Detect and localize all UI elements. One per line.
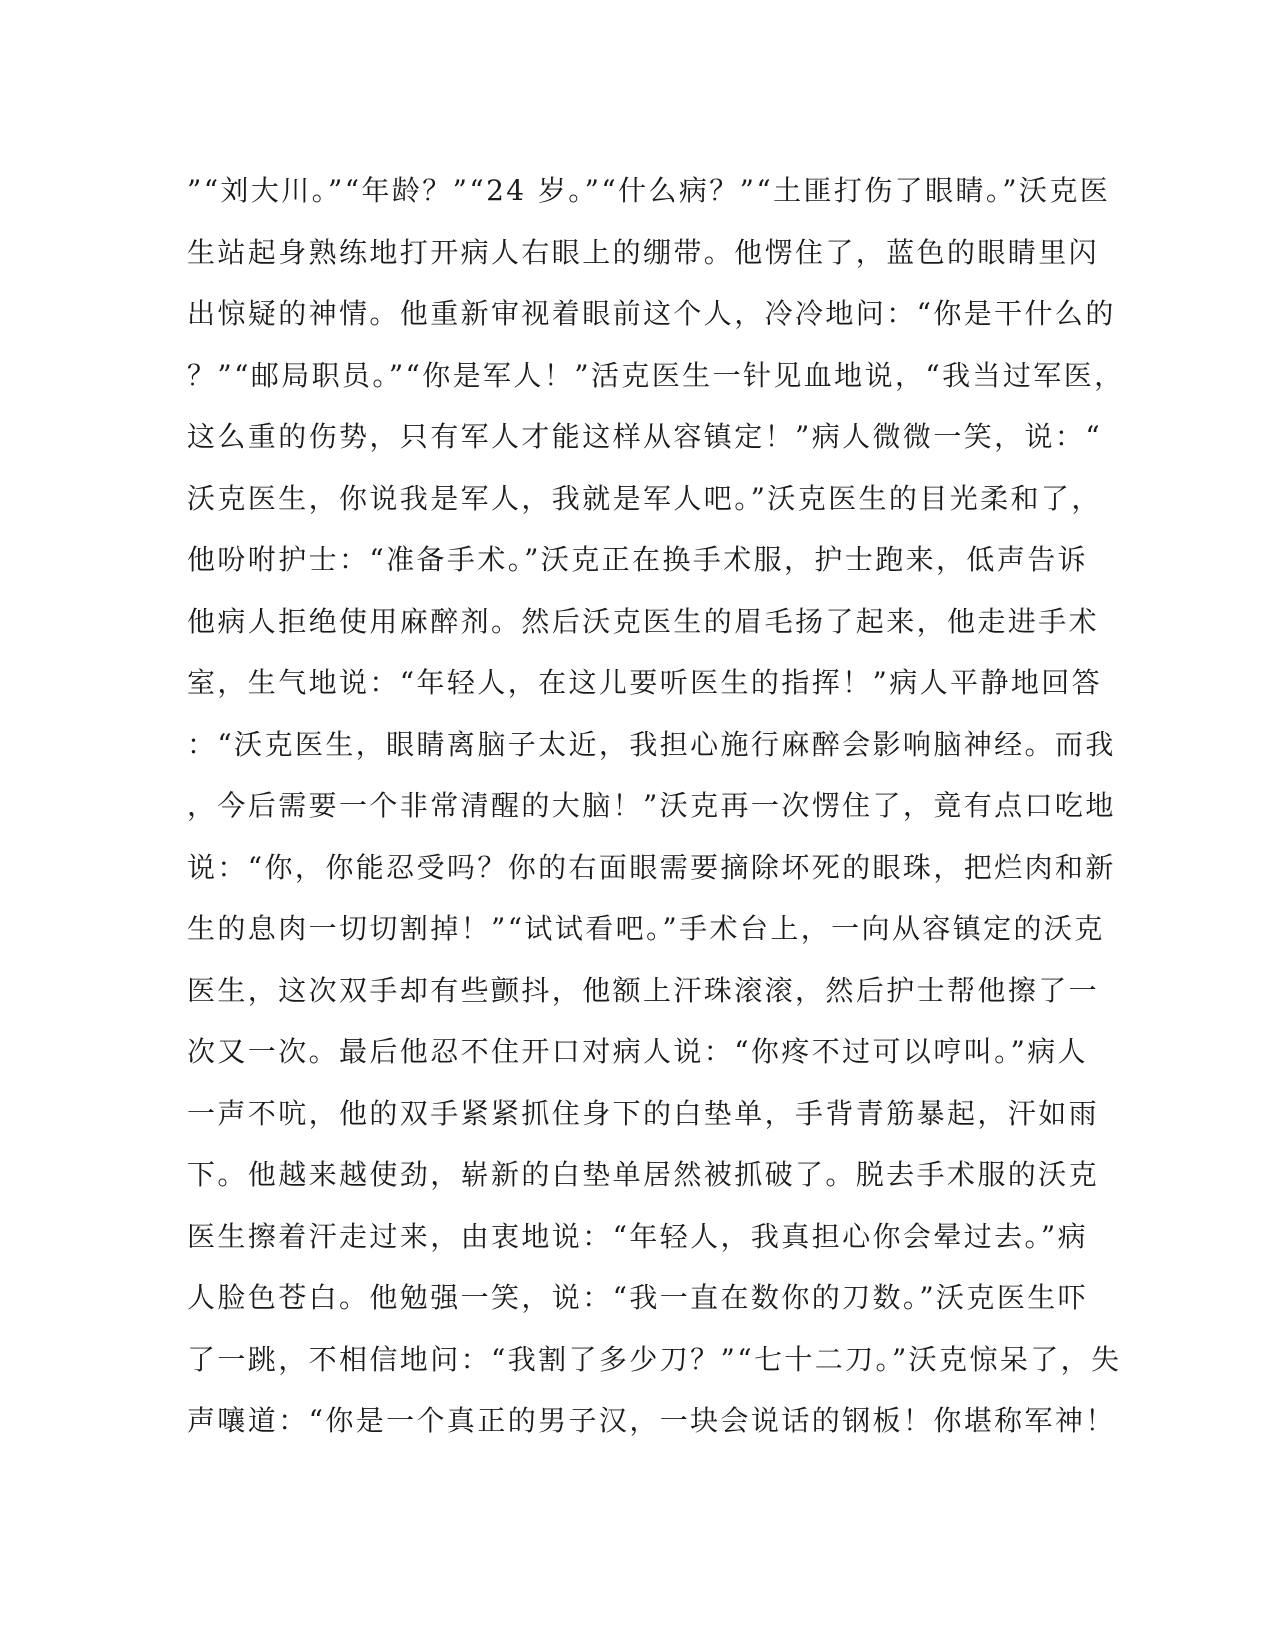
text-line: 他病人拒绝使用麻醉剂。然后沃克医生的眉毛扬了起来，他走进手术 — [187, 604, 1100, 638]
text-line: 出惊疑的神情。他重新审视着眼前这个人，冷冷地问：“你是干什么的 — [187, 297, 1116, 330]
text-line: 次又一次。最后他忍不住开口对病人说：“你疼不过可以哼叫。”病人 — [187, 1035, 1089, 1068]
text-line: 人脸色苍白。他勉强一笑，说：“我一直在数你的刀数。”沃克医生吓 — [187, 1281, 1089, 1314]
text-line: ”“刘大川。”“年龄？”“24 岁。”“什么病？”“土匪打伤了眼睛。”沃克医 — [187, 174, 1111, 207]
text-line: 生站起身熟练地打开病人右眼上的绷带。他愣住了，蓝色的眼睛里闪 — [187, 235, 1100, 269]
text-line: ，今后需要一个非常清醒的大脑！”沃克再一次愣住了，竟有点口吃地 — [187, 789, 1116, 822]
text-line: 这么重的伤势，只有军人才能这样从容镇定！”病人微微一笑，说：“ — [187, 420, 1103, 453]
text-line: 生的息肉一切切割掉！”“试试看吧。”手术台上，一向从容镇定的沃克 — [187, 912, 1105, 945]
text-line: ：“沃克医生，眼睛离脑子太近，我担心施行麻醉会影响脑神经。而我 — [187, 727, 1116, 761]
text-line: 下。他越来越使劲，崭新的白垫单居然被抓破了。脱去手术服的沃克 — [187, 1158, 1100, 1191]
body-text — [187, 160, 1125, 1452]
text-line: 说：“你，你能忍受吗？你的右面眼需要摘除坏死的眼珠，把烂肉和新 — [187, 850, 1116, 884]
text-line: 了一跳，不相信地问：“我割了多少刀？”“七十二刀。”沃克惊呆了，失 — [187, 1342, 1122, 1376]
text-line: 他吩咐护士：“准备手术。”沃克正在换手术服，护士跑来，低声告诉 — [187, 543, 1089, 576]
text-line: ？”“邮局职员。”“你是军人！”活克医生一针见血地说，“我当过军医， — [187, 358, 1125, 392]
text-line: 医生擦着汗走过来，由衷地说：“年轻人，我真担心你会晕过去。”病 — [187, 1219, 1089, 1253]
text-line: 一声不吭，他的双手紧紧抓住身下的白垫单，手背青筋暴起，汗如雨 — [187, 1096, 1100, 1130]
text-line: 沃克医生，你说我是军人，我就是军人吧。”沃克医生的目光柔和了， — [187, 481, 1102, 515]
text-line: 声嚷道：“你是一个真正的男子汉，一块会说话的钢板！你堪称军神！ — [187, 1404, 1116, 1437]
text-line: 医生，这次双手却有些颤抖，他额上汗珠滚滚，然后护士帮他擦了一 — [187, 973, 1100, 1007]
text-line: 室，生气地说：“年轻人，在这儿要听医生的指挥！”病人平静地回答 — [187, 666, 1103, 699]
